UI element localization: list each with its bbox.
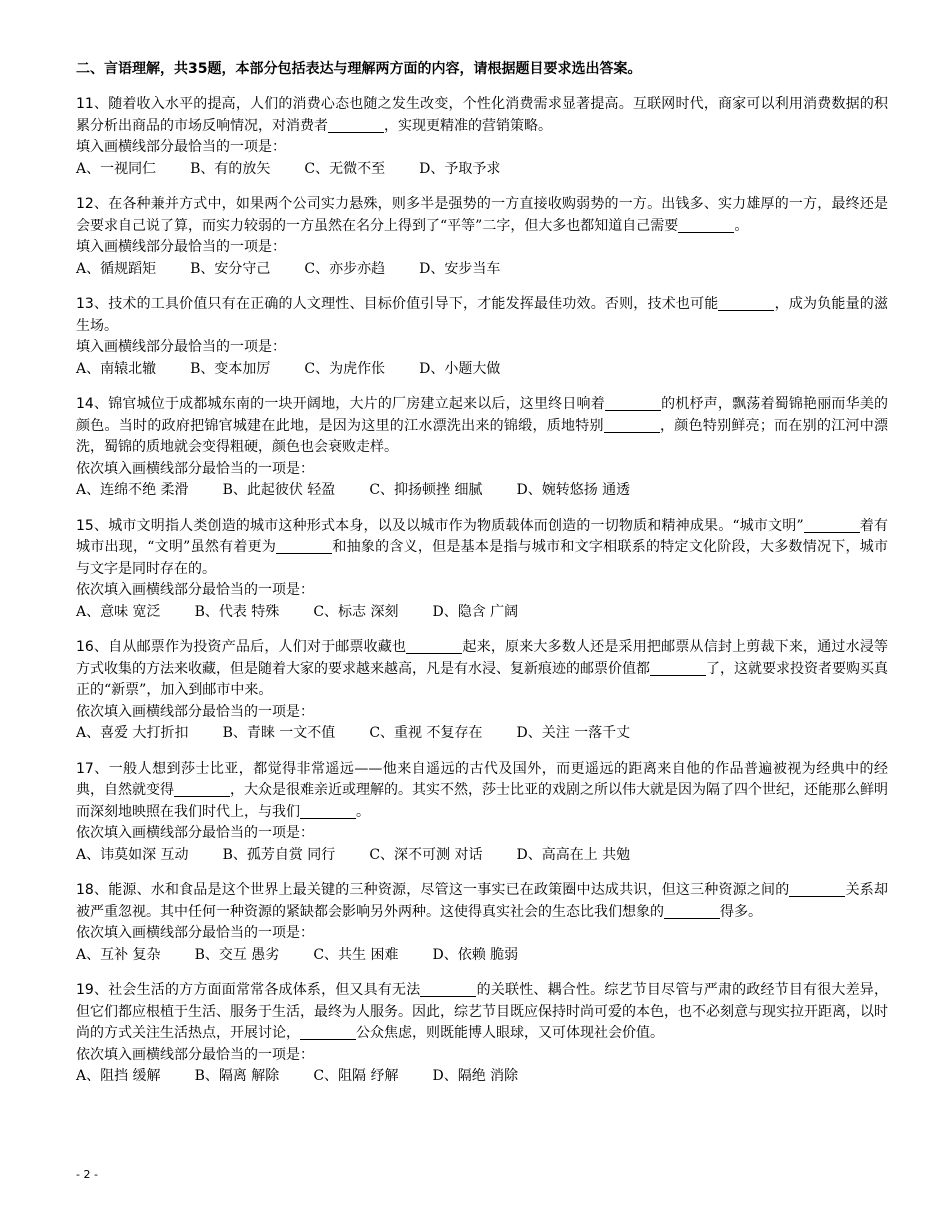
answer-option[interactable]: D、依赖 脆弱 [432, 946, 519, 963]
answer-option[interactable]: B、变本加厉 [190, 360, 271, 377]
question-number: 14 [76, 396, 94, 412]
question-number: 12 [76, 196, 94, 212]
question-number: 17 [76, 760, 94, 777]
question-prompt: 依次填入画横线部分最恰当的一项是： [76, 825, 314, 841]
question-text [76, 194, 888, 237]
question-text-segment: 、随着收入水平的提高，人们的消费心态也随之发生改变，个性化消费需求显著提高。互联网时代，商家可以利用消费数据的积累分析出商品的市场反响情况，对消费者 [76, 96, 888, 134]
question-text-segment: 、在各种兼并方式中，如果两个公司实力悬殊，则多半是强势的一方直接收购弱势的一方。出钱多、实力雄厚的一方，最终还是会要求自己说了算，而实力较弱的一方虽然在名分上得到了“平等”二字，但大多也都知道自己需要 [76, 196, 888, 234]
question-12 [76, 194, 888, 280]
answer-option[interactable]: C、共生 困难 [313, 946, 399, 963]
fill-blank [406, 639, 462, 654]
answer-option[interactable]: C、亦步亦趋 [304, 260, 386, 277]
question-11 [76, 94, 888, 180]
question-text-segment: 的机杼声，飘荡着蜀锦艳丽而华美的颜色。当时的政府把锦官城建在此地，是因为这里的江水漂洗出来的锦缎，质地特别 [76, 396, 889, 434]
question-prompt: 依次填入画横线部分最恰当的一项是： [76, 703, 314, 720]
fill-blank [420, 982, 476, 997]
question-18 [76, 880, 888, 966]
answer-option[interactable]: A、互补 复杂 [76, 946, 161, 963]
question-text-segment: 、自从邮票作为投资产品后，人们对于邮票收藏也 [93, 639, 407, 655]
question-17 [76, 759, 888, 867]
fill-blank [718, 296, 774, 311]
question-text-segment: 、社会生活的方方面面常常各成体系，但又具有无法 [93, 982, 421, 998]
question-15 [76, 516, 888, 624]
question-text [76, 394, 888, 459]
question-text-segment: 和抽象的含义，但是基本是指与城市和文字相联系的特定文化阶段，大多数情况下，城市与文字是同时存在的。 [76, 539, 888, 577]
question-text-segment: 、能源、水和食品是这个世界上最关键的三种资源，尽管这一事实已在政策圈中达成共识，但这三种资源之间的 [93, 882, 790, 898]
question-text-segment: 。 [734, 217, 749, 234]
fill-blank [300, 804, 356, 819]
question-text-segment: 关系却被严重忽视。其中任何一种资源的紧缺都会影响另外两种。这使得真实社会的生态比我们想象的 [76, 882, 888, 920]
answer-option[interactable]: B、交互 愚劣 [194, 946, 280, 963]
answer-option[interactable]: B、有的放矢 [190, 160, 271, 177]
answer-option[interactable]: A、连绵不绝 柔滑 [76, 482, 189, 498]
question-number: 16 [76, 639, 94, 655]
question-text-segment: 、一般人想到莎士比亚，都觉得非常遥远——他来自遥远的古代及国外，而更遥远的距离来自他的作品普遍被视为经典中的经典，自然就变得 [76, 760, 888, 798]
question-number: 13 [76, 296, 94, 312]
answer-option[interactable]: A、讳莫如深 互动 [76, 846, 189, 863]
answer-option[interactable]: D、高高在上 共勉 [516, 846, 631, 863]
question-19 [76, 980, 888, 1088]
answer-option[interactable]: D、予取予求 [419, 160, 501, 177]
question-text-segment: 、技术的工具价值只有在正确的人文理性、目标价值引导下，才能发挥最佳功效。否则，技术也可能 [93, 296, 719, 312]
answer-option[interactable]: C、无微不至 [304, 160, 386, 177]
question-text-segment: 了，这就要求投资者要购买真正的“新票”，加入到邮市中来。 [76, 660, 888, 698]
answer-options [76, 845, 888, 867]
fill-blank [328, 118, 384, 133]
question-prompt: 依次填入画横线部分最恰当的一项是： [76, 582, 314, 598]
question-text-segment: 起来，原来大多数人还是采用把邮票从信封上剪裁下来，通过水浸等方式收集的方法来收藏，但是随着大家的要求越来越高，凡是有水浸、复新痕迹的邮票价值都 [76, 639, 889, 677]
question-text-segment: 。 [356, 803, 370, 820]
answer-options [76, 602, 888, 624]
answer-options [76, 1066, 888, 1088]
page-number: - 2 - [76, 1168, 98, 1181]
question-number: 18 [76, 882, 94, 898]
question-text-segment: 得多。 [720, 903, 762, 920]
fill-blank [276, 539, 332, 554]
fill-blank [678, 218, 734, 233]
section-title: 二、言语理解，共35题，本部分包括表达与理解两方面的内容，请根据题目要求选出答案。 [76, 61, 642, 77]
answer-option[interactable]: D、安步当车 [419, 260, 501, 277]
question-prompt: 填入画横线部分最恰当的一项是： [76, 339, 286, 355]
fill-blank [804, 518, 860, 533]
answer-option[interactable]: A、阻挡 缓解 [76, 1068, 161, 1084]
answer-option[interactable]: A、意味 宽泛 [76, 603, 161, 620]
question-text-segment: ，大众是很难亲近或理解的。其实不然，莎士比亚的戏剧之所以伟大就是因为隔了四个世纪，还能那么鲜明而深刻地映照在我们时代上，与我们 [76, 782, 888, 820]
document-page [76, 58, 888, 1102]
fill-blank [174, 782, 230, 797]
question-number: 15 [76, 517, 94, 534]
answer-option[interactable]: C、重视 不复存在 [369, 725, 483, 741]
question-list [76, 94, 888, 1088]
question-prompt: 依次填入画横线部分最恰当的一项是： [76, 460, 314, 477]
answer-option[interactable]: A、喜爱 大打折扣 [76, 725, 189, 741]
answer-option[interactable]: B、青睐 一文不值 [222, 725, 336, 741]
answer-option[interactable]: D、小题大做 [419, 360, 501, 377]
answer-option[interactable]: D、隐含 广阔 [432, 603, 519, 620]
answer-option[interactable]: C、深不可测 对话 [369, 846, 483, 863]
question-text [76, 980, 888, 1045]
answer-option[interactable]: B、隔离 解除 [194, 1068, 280, 1084]
question-text-segment: 、锦官城位于成都城东南的一块开阔地，大片的厂房建立起来以后，这里终日响着 [93, 396, 605, 412]
fill-blank [650, 661, 706, 676]
question-number: 11 [76, 96, 94, 112]
answer-options [76, 159, 888, 181]
question-text-segment: ，实现更精准的营销策略。 [384, 117, 552, 134]
fill-blank [664, 904, 720, 919]
answer-options [76, 259, 888, 281]
answer-option[interactable]: B、安分守己 [190, 260, 271, 277]
answer-option[interactable]: C、阻隔 纾解 [313, 1068, 399, 1084]
answer-option[interactable]: C、标志 深刻 [313, 603, 399, 620]
fill-blank [604, 418, 660, 433]
fill-blank [605, 396, 661, 411]
answer-option[interactable]: D、婉转悠扬 通透 [516, 482, 631, 498]
question-text [76, 294, 888, 337]
answer-options [76, 480, 888, 502]
answer-option[interactable]: D、隔绝 消除 [432, 1068, 519, 1084]
question-prompt: 依次填入画横线部分最恰当的一项是： [76, 925, 314, 941]
question-prompt: 依次填入画横线部分最恰当的一项是： [76, 1046, 314, 1063]
question-text-segment: 公众焦虑，则既能博人眼球，又可体现社会价值。 [356, 1025, 664, 1041]
answer-option[interactable]: A、南辕北辙 [76, 360, 157, 377]
answer-options [76, 945, 888, 967]
question-prompt: 填入画横线部分最恰当的一项是： [76, 139, 286, 155]
question-text [76, 759, 888, 824]
answer-option[interactable]: B、代表 特殊 [194, 603, 280, 620]
question-text-segment: ，成为负能量的滋生场。 [76, 296, 889, 334]
answer-options [76, 359, 888, 381]
answer-option[interactable]: B、此起彼伏 轻盈 [222, 482, 336, 498]
question-text-segment: 的关联性、耦合性。综艺节目尽管与严肃的政经节目有很大差异，但它们都应根植于生活、服务于生活，最终为人服务。因此，综艺节目既应保持时尚可爱的本色，也不必刻意与现实拉开距离，以时尚的方式关注生活热点，开展讨论， [76, 982, 889, 1041]
question-text-segment: ，颜色特别鲜亮；而在别的江河中漂洗，蜀锦的质地就会变得粗硬，颜色也会衰败走样。 [76, 417, 889, 455]
question-13 [76, 294, 888, 380]
answer-option[interactable]: B、孤芳自赏 同行 [222, 846, 336, 863]
fill-blank [300, 1025, 356, 1040]
answer-options [76, 723, 888, 745]
question-14 [76, 394, 888, 502]
answer-option[interactable]: A、循规蹈矩 [76, 260, 157, 277]
answer-option[interactable]: A、一视同仁 [76, 160, 157, 177]
answer-option[interactable]: C、抑扬顿挫 细腻 [369, 482, 483, 498]
question-text-segment: 着有城市出现，“文明”虽然有着更为 [76, 517, 889, 555]
question-text [76, 880, 888, 923]
question-text [76, 637, 888, 702]
question-number: 19 [76, 982, 94, 998]
answer-option[interactable]: C、为虎作伥 [304, 360, 386, 377]
question-text [76, 94, 888, 137]
fill-blank [789, 882, 845, 897]
answer-option[interactable]: D、关注 一落千丈 [516, 725, 631, 741]
question-16 [76, 637, 888, 745]
question-prompt: 填入画横线部分最恰当的一项是： [76, 239, 286, 255]
question-text [76, 516, 888, 581]
question-text-segment: 、城市文明指人类创造的城市这种形式本身，以及以城市作为物质载体而创造的一切物质和精神成果。“城市文明” [93, 517, 804, 534]
